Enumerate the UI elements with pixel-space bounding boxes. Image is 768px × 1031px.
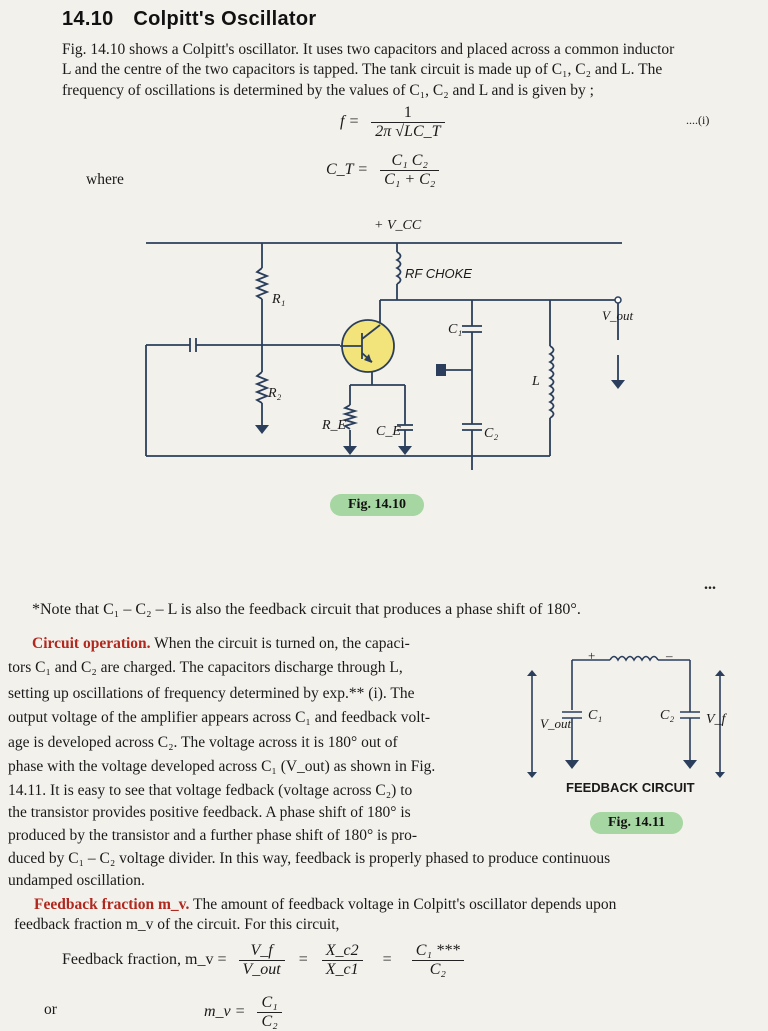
inductor-label: L bbox=[532, 374, 540, 389]
vout-label: V_out bbox=[602, 308, 634, 323]
circuit-operation-line-11: undamped oscillation. bbox=[8, 872, 145, 889]
intro-line-2: L and the centre of the two capacitors is tapped. The tank circuit is made up of C₁, C₂ and L. The bbox=[62, 61, 663, 78]
ce-label: C_E bbox=[376, 424, 401, 439]
figure-caption-14-10: Fig. 14.10 bbox=[330, 494, 424, 516]
feedback-fraction-equation-2: m_v = $\frac{\text{C₁}}{\text{C₂}}$ bbox=[204, 994, 282, 1031]
fig2-minus: – bbox=[666, 648, 673, 663]
circuit-operation-line-1: Circuit operation. When the circuit is turned on, the capaci- bbox=[32, 635, 410, 652]
feedback-fraction-line-2: feedback fraction m_v of the circuit. For this circuit, bbox=[14, 916, 340, 933]
fig2-vout-label: V_out bbox=[540, 716, 572, 731]
page-corner-mark: ... bbox=[704, 576, 716, 593]
section-name: Colpitt's Oscillator bbox=[133, 8, 317, 30]
feedback-fraction-equation: Feedback fraction, m_v = $\frac{V\_f}{\text{V\_out}}$ = $\frac{X\_c2}{X\_c1}$ = $\frac{\text{C₁ ***}}{\text{C₂}}$ bbox=[62, 942, 464, 979]
equation-tag: ....(i) bbox=[686, 113, 710, 127]
circuit-operation-heading: Circuit operation. bbox=[32, 635, 151, 652]
circuit-operation-line-9: produced by the transistor and a further phase shift of 180° is pro- bbox=[8, 827, 418, 844]
circuit-operation-line-7: 14.11. It is easy to see that voltage fedback (voltage across C₂) to bbox=[8, 782, 413, 799]
re-label: R_E bbox=[322, 418, 347, 433]
fig2-vf-label: V_f bbox=[706, 712, 726, 727]
formula-ct-num: C₁ C₂ bbox=[380, 152, 439, 171]
note-text: *Note that C₁ – C₂ – L is also the feedback circuit that produces a phase shift of 180°. bbox=[32, 601, 581, 618]
feedback-fraction-line-1: Feedback fraction m_v. The amount of feedback voltage in Colpitt's oscillator depends upon bbox=[34, 896, 617, 913]
figure-caption-14-11: Fig. 14.11 bbox=[590, 812, 683, 834]
formula-f-num: 1 bbox=[371, 104, 444, 123]
circuit-operation-line-4: output voltage of the amplifier appears across C₁ and feedback volt- bbox=[8, 709, 431, 726]
formula-ct-den: C₁ + C₂ bbox=[384, 171, 436, 188]
intro-line-1: Fig. 14.10 shows a Colpitt's oscillator. It uses two capacitors and placed across a common inductor bbox=[62, 41, 675, 58]
fig2-c2-label: C₂ bbox=[660, 708, 675, 723]
formula-ct-lhs: C_T = bbox=[326, 161, 369, 179]
fig2-c1-label: C₁ bbox=[588, 708, 603, 723]
intro-line-3: frequency of oscillations is determined by the values of C₁, C₂ and L and is given by ; bbox=[62, 82, 594, 99]
circuit-operation-line-2: tors C₁ and C₂ are charged. The capacitors discharge through L, bbox=[8, 659, 403, 676]
circuit-operation-line-10: duced by C₁ – C₂ voltage divider. In this way, feedback is properly phased to produce continuous bbox=[8, 850, 611, 867]
formula-f-lhs: f = bbox=[340, 113, 360, 131]
c2-label: C₂ bbox=[484, 426, 499, 441]
feedback-fraction-heading: Feedback fraction m_v. bbox=[34, 896, 190, 913]
c1-label: C₁ bbox=[448, 322, 463, 337]
or-label: or bbox=[44, 1001, 57, 1018]
rf-choke-label: RF CHOKE bbox=[405, 266, 472, 281]
eq-label: Feedback fraction, m_v = bbox=[62, 951, 227, 969]
where-label: where bbox=[86, 171, 124, 188]
r1-label: R₁ bbox=[272, 292, 286, 307]
circuit-operation-line-8: the transistor provides positive feedback. A phase shift of 180° is bbox=[8, 804, 411, 821]
circuit-operation-line-6: phase with the voltage developed across C₁ (V_out) as shown in Fig. bbox=[8, 758, 436, 775]
feedback-circuit-title: FEEDBACK CIRCUIT bbox=[566, 780, 695, 795]
fig2-plus: + bbox=[588, 648, 596, 663]
section-number: 14.10 bbox=[62, 8, 114, 30]
circuit-operation-line-3: setting up oscillations of frequency determined by exp.** (i). The bbox=[8, 685, 415, 702]
formula-f-den: 2π √LC_T bbox=[375, 123, 441, 140]
circuit-operation-line-5: age is developed across C₂. The voltage across it is 180° out of bbox=[8, 734, 398, 751]
vcc-label: + V_CC bbox=[374, 218, 422, 233]
r2-label: R₂ bbox=[268, 386, 282, 401]
